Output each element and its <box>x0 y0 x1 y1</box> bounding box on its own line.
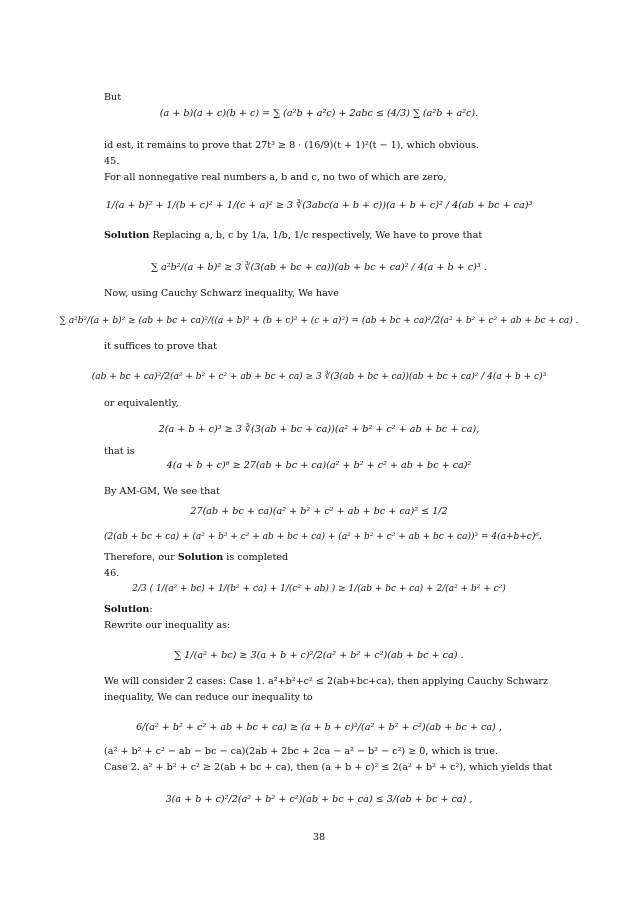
text-amgm: By AM-GM, We see that <box>104 486 220 497</box>
equation-1-text: (a + b)(a + c)(b + c) = ∑ (a²b + a²c) + 2abc ≤ (4/3) ∑ (a²b + a²c). <box>159 108 479 119</box>
equation-45e: 2(a + b + c)³ ≥ 3 ∛(3(ab + bc + ca))(a² + b² + c² + ab + bc + ca), <box>158 424 480 435</box>
solution-46-label: Solution <box>104 604 150 615</box>
solution-45-label: Solution <box>104 230 150 241</box>
solution-46-colon: : <box>149 604 153 615</box>
equation-46d: 3(a + b + c)²/2(a² + b² + c²)(ab + bc + ca) ≤ 3/(ab + bc + ca) , <box>165 794 473 805</box>
equation-1 <box>0 108 638 120</box>
text-cases-2: inequality, We can reduce our inequality to <box>104 692 313 703</box>
text-suffices: it suffices to prove that <box>104 341 217 352</box>
text-true: (a² + b² + c² − ab − bc − ca)(2ab + 2bc + 2ca − a² − b² − c²) ≥ 0, which is true. <box>104 746 498 757</box>
text-cauchy: Now, using Cauchy Schwarz inequality, We have <box>104 288 339 299</box>
equation-45c: ∑ a²b²/(a + b)² ≥ (ab + bc + ca)²/((a + b)² + (b + c)² + (c + a)²) = (ab + bc + ca)²/2(a² + b² + c² + ab + bc + ca) . <box>59 316 579 326</box>
equation-46c: 6/(a² + b² + c² + ab + bc + ca) ≥ (a + b + c)²/(a² + b² + c²)(ab + bc + ca) , <box>136 722 502 733</box>
problem-45-statement: For all nonnegative real numbers a, b and c, no two of which are zero, <box>104 172 447 183</box>
equation-45g: 27(ab + bc + ca)(a² + b² + c² + ab + bc + ca)² ≤ 1/2 <box>190 506 448 517</box>
solution-45-line <box>104 230 482 242</box>
text-cases-1: We will consider 2 cases: Case 1. a²+b²+c² ≤ 2(ab+bc+ca), then applying Cauchy Schwarz <box>104 676 549 687</box>
equation-45: 1/(a + b)² + 1/(b + c)² + 1/(c + a)² ≥ 3 ∛(3abc(a + b + c))(a + b + c)² / 4(ab + bc + ca)³ <box>105 200 533 211</box>
therefore-c: is completed <box>223 552 289 563</box>
text-rewrite: Rewrite our inequality as: <box>104 620 231 631</box>
text-equivalently: or equivalently, <box>104 398 179 409</box>
text-but: But <box>104 92 122 103</box>
therefore-solution: Solution <box>177 552 224 563</box>
equation-45f: 4(a + b + c)⁶ ≥ 27(ab + bc + ca)(a² + b² + c² + ab + bc + ca)² <box>166 460 472 471</box>
equation-46: 2/3 ( 1/(a² + bc) + 1/(b² + ca) + 1/(c² + ab) ) ≥ 1/(ab + bc + ca) + 2/(a² + b² + c²) <box>132 584 506 594</box>
page-number: 38 <box>312 832 326 843</box>
problem-number-46: 46. <box>104 568 120 579</box>
equation-45h: (2(ab + bc + ca) + (a² + b² + c² + ab + bc + ca) + (a² + b² + c² + ab + bc + ca))³ = 4(a+b+c)⁶. <box>104 532 542 542</box>
text-case-2: Case 2. a² + b² + c² ≥ 2(ab + bc + ca), then (a + b + c)² ≤ 2(a² + b² + c²), which yields that <box>104 762 553 773</box>
text-idest: id est, it remains to prove that 27t³ ≥ 8 · (16/9)(t + 1)²(t − 1), which obvious. <box>104 140 479 151</box>
equation-45b: ∑ a²b²/(a + b)² ≥ 3 ∛(3(ab + bc + ca))(ab + bc + ca)² / 4(a + b + c)³ . <box>151 262 487 273</box>
equation-46b: ∑ 1/(a² + bc) ≥ 3(a + b + c)²/2(a² + b² + c²)(ab + bc + ca) . <box>174 650 464 661</box>
problem-number-45: 45. <box>104 156 120 167</box>
therefore-a: Therefore, our <box>104 552 178 563</box>
solution-45-text: Replacing a, b, c by 1/a, 1/b, 1/c respectively, We have to prove that <box>149 230 483 241</box>
text-therefore <box>104 552 288 564</box>
solution-46-line <box>104 604 153 616</box>
text-thatis: that is <box>104 446 135 457</box>
equation-45d: (ab + bc + ca)²/2(a² + b² + c² + ab + bc + ca) ≥ 3 ∛(3(ab + bc + ca))(ab + bc + ca)² / 4(a + b + c)³ <box>91 372 547 382</box>
